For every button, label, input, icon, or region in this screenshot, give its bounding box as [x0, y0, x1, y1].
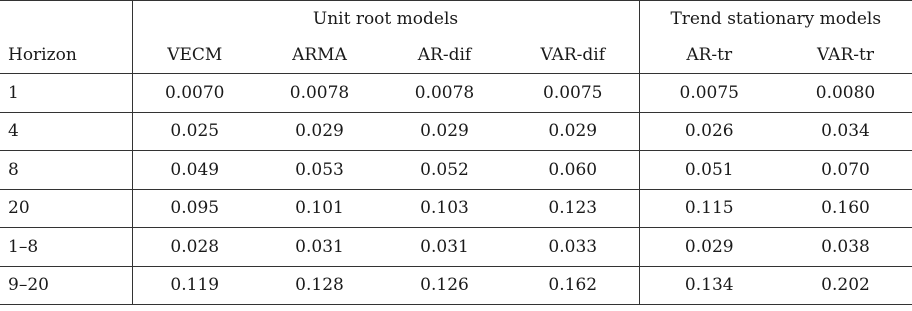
table-row: [0, 151, 912, 190]
value-cell: 0.095: [132, 189, 257, 228]
value-cell: 0.115: [639, 189, 779, 228]
value-cell: 0.038: [779, 228, 912, 267]
value-cell: 0.126: [382, 266, 507, 305]
value-cell: 0.052: [382, 151, 507, 190]
table-row: [0, 228, 912, 267]
value-cell: 0.0075: [507, 74, 639, 113]
value-cell: 0.051: [639, 151, 779, 190]
horizon-cell: 8: [0, 151, 132, 190]
column-header-ar-dif: AR-dif: [382, 37, 507, 74]
value-cell: 0.031: [257, 228, 382, 267]
value-cell: 0.123: [507, 189, 639, 228]
value-cell: 0.128: [257, 266, 382, 305]
column-header-arma: ARMA: [257, 37, 382, 74]
horizon-cell: 4: [0, 112, 132, 151]
column-header-row: [0, 37, 912, 74]
value-cell: 0.202: [779, 266, 912, 305]
column-header-var-dif: VAR-dif: [507, 37, 639, 74]
value-cell: 0.034: [779, 112, 912, 151]
horizon-cell: 20: [0, 189, 132, 228]
value-cell: 0.029: [639, 228, 779, 267]
group-header-row: [0, 1, 912, 38]
value-cell: 0.028: [132, 228, 257, 267]
horizon-cell: 1: [0, 74, 132, 113]
value-cell: 0.029: [382, 112, 507, 151]
value-cell: 0.103: [382, 189, 507, 228]
column-header-horizon: Horizon: [0, 37, 132, 74]
value-cell: 0.162: [507, 266, 639, 305]
value-cell: 0.049: [132, 151, 257, 190]
group-header-unit-root: Unit root models: [132, 1, 639, 38]
horizon-cell: 1–8: [0, 228, 132, 267]
value-cell: 0.026: [639, 112, 779, 151]
column-header-ar-tr: AR-tr: [639, 37, 779, 74]
table-row: [0, 112, 912, 151]
value-cell: 0.0078: [257, 74, 382, 113]
table-row: [0, 266, 912, 305]
column-header-vecm: VECM: [132, 37, 257, 74]
value-cell: 0.025: [132, 112, 257, 151]
group-header-empty: [0, 1, 132, 38]
value-cell: 0.033: [507, 228, 639, 267]
table-row: [0, 189, 912, 228]
value-cell: 0.0078: [382, 74, 507, 113]
value-cell: 0.0075: [639, 74, 779, 113]
value-cell: 0.060: [507, 151, 639, 190]
group-header-trend-stationary: Trend stationary models: [639, 1, 912, 38]
table-row: [0, 74, 912, 113]
value-cell: 0.053: [257, 151, 382, 190]
value-cell: 0.070: [779, 151, 912, 190]
value-cell: 0.0070: [132, 74, 257, 113]
value-cell: 0.029: [507, 112, 639, 151]
column-header-var-tr: VAR-tr: [779, 37, 912, 74]
value-cell: 0.134: [639, 266, 779, 305]
value-cell: 0.119: [132, 266, 257, 305]
horizon-cell: 9–20: [0, 266, 132, 305]
value-cell: 0.160: [779, 189, 912, 228]
value-cell: 0.029: [257, 112, 382, 151]
value-cell: 0.101: [257, 189, 382, 228]
value-cell: 0.0080: [779, 74, 912, 113]
value-cell: 0.031: [382, 228, 507, 267]
